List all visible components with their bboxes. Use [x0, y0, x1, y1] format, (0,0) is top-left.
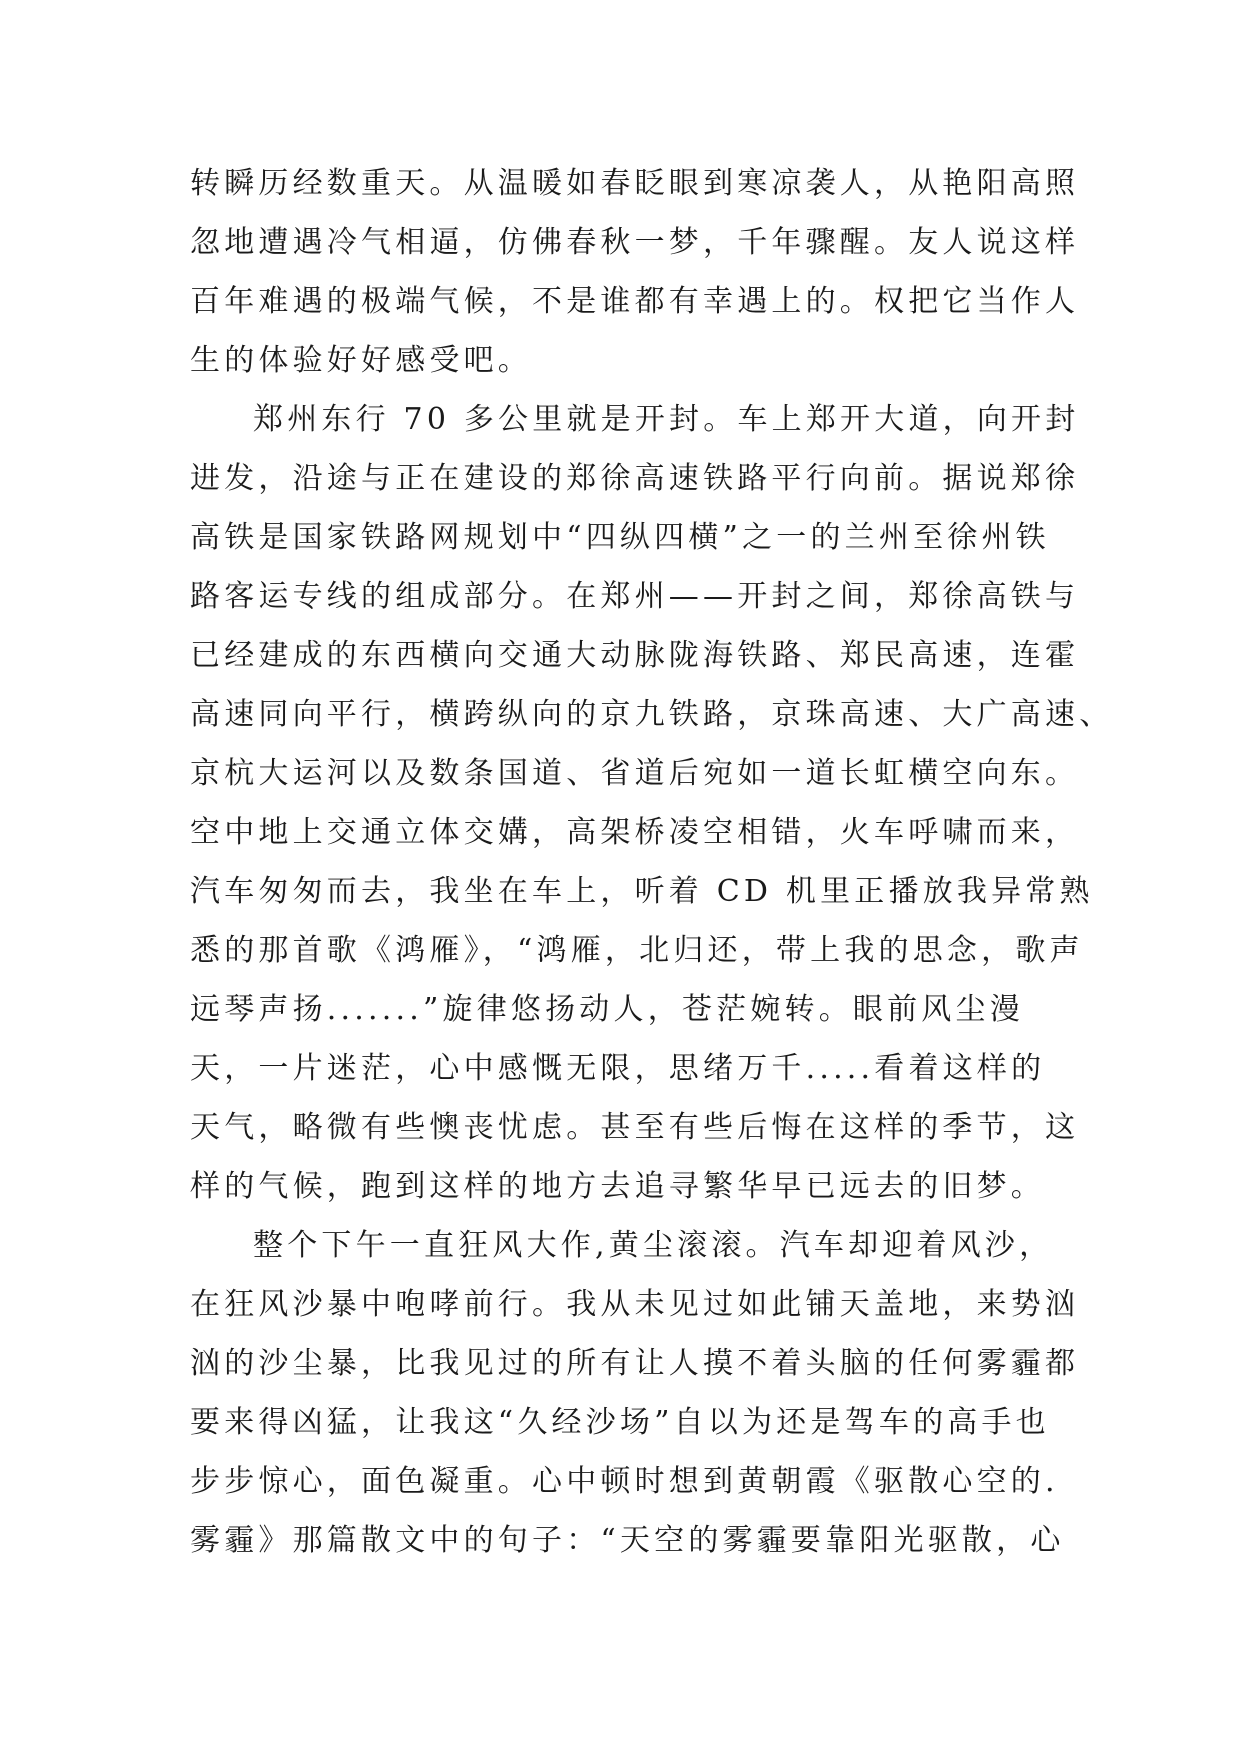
- text-line: 天气，略微有些懊丧忧虑。甚至有些后悔在这样的季节，这: [190, 1110, 1080, 1145]
- text-line: 百年难遇的极端气候，不是谁都有幸遇上的。权把它当作人: [190, 284, 1080, 319]
- text-line: 进发，沿途与正在建设的郑徐高速铁路平行向前。据说郑徐: [190, 461, 1080, 496]
- paragraph-first-line: 郑州东行 70 多公里就是开封。车上郑开大道，向开封: [253, 402, 1080, 437]
- text-line: 已经建成的东西横向交通大动脉陇海铁路、郑民高速，连霍: [190, 638, 1080, 673]
- text-line: 忽地遭遇冷气相逼，仿佛春秋一梦，千年骤醒。友人说这样: [190, 225, 1080, 260]
- text-line: 高铁是国家铁路网规划中“四纵四横”之一的兰州至徐州铁: [190, 520, 1050, 555]
- text-line: 样的气候，跑到这样的地方去追寻繁华早已远去的旧梦。: [190, 1169, 1045, 1204]
- text-line: 转瞬历经数重天。从温暖如春眨眼到寒凉袭人，从艳阳高照: [190, 166, 1080, 201]
- text-line: 步步惊心，面色凝重。心中顿时想到黄朝霞《驱散心空的.: [190, 1464, 1059, 1499]
- text-line: 要来得凶猛，让我这“久经沙场”自以为还是驾车的高手也: [190, 1405, 1050, 1440]
- paragraph-first-line: 整个下午一直狂风大作,黄尘滚滚。汽车却迎着风沙，: [253, 1228, 1054, 1263]
- text-line: 高速同向平行，横跨纵向的京九铁路，京珠高速、大广高速、: [190, 697, 1114, 732]
- text-line: 天，一片迷茫，心中感慨无限，思绪万千.....看着这样的: [190, 1051, 1046, 1086]
- text-line: 在狂风沙暴中咆哮前行。我从未见过如此铺天盖地，来势汹: [190, 1287, 1080, 1322]
- text-line: 空中地上交通立体交媾，高架桥凌空相错，火车呼啸而来，: [190, 815, 1080, 850]
- text-line: 路客运专线的组成部分。在郑州——开封之间，郑徐高铁与: [190, 579, 1080, 614]
- text-line: 悉的那首歌《鸿雁》，“鸿雁，北归还，带上我的思念，歌声: [190, 933, 1084, 968]
- text-line: 远琴声扬.......”旋律悠扬动人，苍茫婉转。眼前风尘漫: [190, 992, 1024, 1027]
- text-line: 汹的沙尘暴，比我见过的所有让人摸不着头脑的任何雾霾都: [190, 1346, 1080, 1381]
- text-line: 雾霾》那篇散文中的句子：“天空的雾霾要靠阳光驱散，心: [190, 1523, 1065, 1558]
- text-line: 生的体验好好感受吧。: [190, 343, 532, 378]
- body-text: [190, 154, 1114, 1570]
- text-line: 京杭大运河以及数条国道、省道后宛如一道长虹横空向东。: [190, 756, 1080, 791]
- text-line: 汽车匆匆而去，我坐在车上，听着 CD 机里正播放我异常熟: [190, 874, 1094, 909]
